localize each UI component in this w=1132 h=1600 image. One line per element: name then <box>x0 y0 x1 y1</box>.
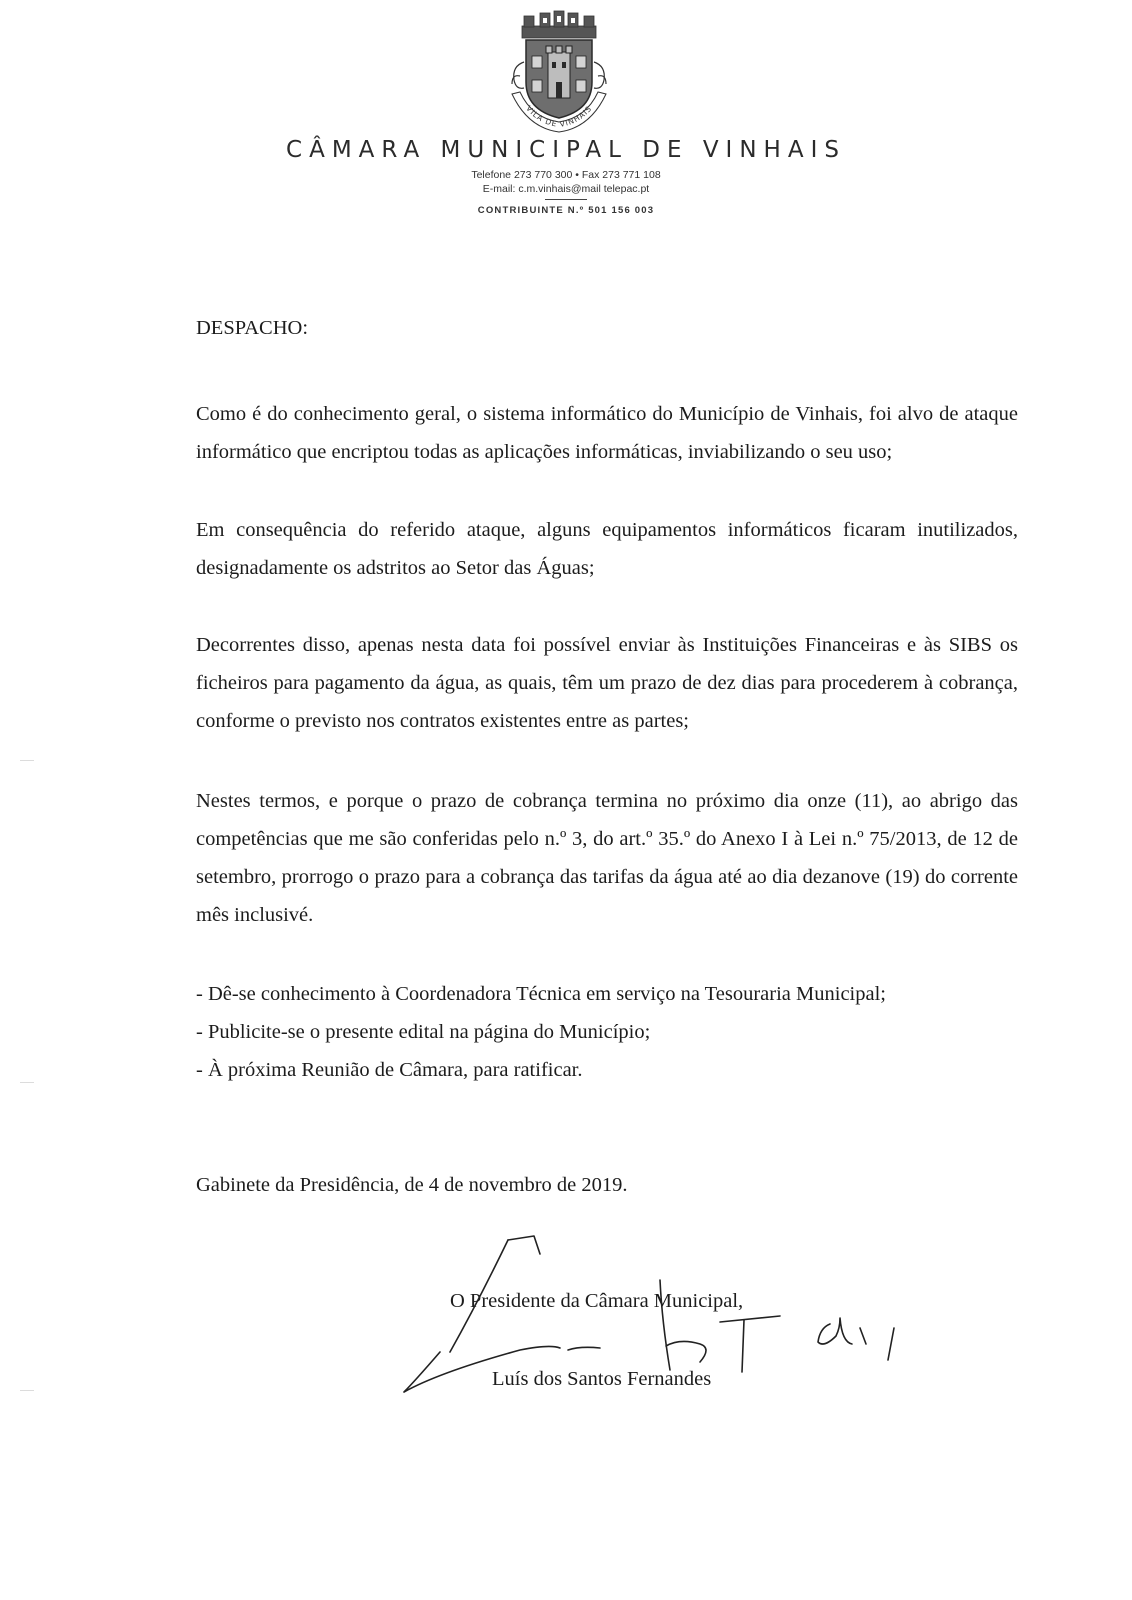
document-heading: DESPACHO: <box>196 317 309 339</box>
scan-margin-mark <box>20 760 34 761</box>
paragraph-4: Nestes termos, e porque o prazo de cobrança termina no próximo dia onze (11), ao abrigo das competências que me são conferidas pelo n.º 3, do art.º 35.º do Anexo I à Lei n.º 75/2013, de 12 de setembro, prorrogo o prazo para a cobrança das tarifas da água até ao dia dezanove (19) do corrente mês inclusivé. <box>196 790 1018 926</box>
action-item: - À próxima Reunião de Câmara, para ratificar. <box>196 1059 583 1081</box>
svg-text:VILA DE VINHAIS: VILA DE VINHAIS <box>524 103 594 130</box>
action-item: - Publicite-se o presente edital na página do Município; <box>196 1021 651 1043</box>
paragraph-3: Decorrentes disso, apenas nesta data foi possível enviar às Instituições Financeiras e às SIBS os ficheiros para pagamento da água, as quais, têm um prazo de dez dias para procederem à cobrança, conforme o previsto nos contratos existentes entre as partes; <box>196 634 1018 732</box>
tax-number-line: CONTRIBUINTE N.º 501 156 003 <box>477 205 655 216</box>
organization-name: CÂMARA MUNICIPAL DE VINHAIS <box>286 137 846 163</box>
paragraph-1: Como é do conhecimento geral, o sistema informático do Município de Vinhais, foi alvo de ataque informático que encriptou todas as aplicações informáticas, inviabilizando o seu uso; <box>196 403 1018 463</box>
signer-role: O Presidente da Câmara Municipal, <box>450 1290 744 1312</box>
date-line: Gabinete da Presidência, de 4 de novembro de 2019. <box>196 1174 628 1196</box>
signer-name: Luís dos Santos Fernandes <box>492 1368 712 1390</box>
header-divider <box>545 199 587 200</box>
email-line: E-mail: c.m.vinhais@mail telepac.pt <box>482 183 650 195</box>
action-list <box>196 975 886 1089</box>
phone-fax-line: Telefone 273 770 300 • Fax 273 771 108 <box>471 169 661 181</box>
municipal-crest-logo <box>498 10 620 136</box>
action-item: - Dê-se conhecimento à Coordenadora Técnica em serviço na Tesouraria Municipal; <box>196 983 886 1005</box>
scan-margin-mark <box>20 1082 34 1083</box>
scan-margin-mark <box>20 1390 34 1391</box>
handwritten-signature <box>400 1232 920 1412</box>
paragraph-2: Em consequência do referido ataque, alguns equipamentos informáticos ficaram inutilizados, designadamente os adstritos ao Setor das Águas; <box>196 519 1018 579</box>
